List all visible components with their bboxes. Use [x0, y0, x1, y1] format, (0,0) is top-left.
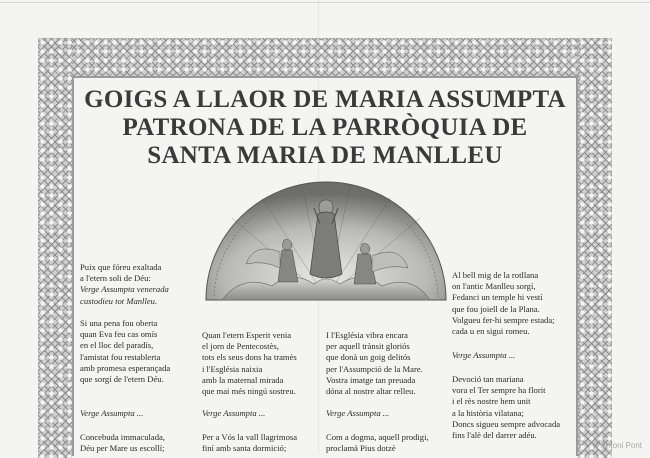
verse-line: tots els seus dons ha tramès [202, 352, 297, 363]
verse-line: vora el Ter sempre ha florit [452, 385, 546, 396]
refrain-line: Verge Assumpta ... [326, 408, 390, 418]
verse-line: I l'Església vibra encara [326, 330, 408, 340]
refrain-line: Verge Assumpta venerada [80, 284, 169, 295]
verse-line: quan Eva feu cas omís [80, 329, 158, 340]
refrain-line: custodieu tot Manlleu. [80, 295, 158, 306]
verse-line: dóna al nostre altar relleu. [326, 386, 416, 397]
column-3-refrain [326, 408, 389, 419]
verse-line: Vostra imatge tan preuada [326, 374, 416, 385]
verse-line: Quan l'etern Esperit venia [202, 330, 292, 340]
verse-line: Concebuda immaculada, [80, 432, 165, 442]
verse-line: el jorn de Pentecostès, [202, 341, 279, 352]
watermark: © Antoni Pont [592, 441, 642, 450]
verse-line: a l'etern soli de Déu: [80, 273, 151, 284]
column-1-verse [80, 262, 169, 307]
column-4-stanza-2 [452, 374, 560, 441]
verse-line: proclamà Pius dotzè [326, 443, 396, 454]
title-line-2: PATRONA DE LA PARRÒQUIA DE [122, 114, 528, 141]
verse-line: amb la maternal mirada [202, 374, 284, 385]
lace-border-top [38, 38, 612, 76]
verse-line: Déu per Mare us escollí; [80, 443, 165, 454]
column-2-stanza-1 [202, 330, 297, 397]
column-1-stanza-3 [80, 432, 165, 454]
verse-line: finí amb santa dormició; [202, 443, 287, 454]
verse-line: per l'Assumpció de la Mare. [326, 363, 423, 374]
verse-line: que fou joiell de la Plana. [452, 303, 540, 314]
refrain-line: Verge Assumpta ... [202, 408, 266, 418]
verse-line: que donà un goig delitós [326, 352, 411, 363]
column-2-refrain [202, 408, 265, 419]
refrain-line: Verge Assumpta ... [452, 350, 516, 360]
column-4-stanza-1 [452, 270, 555, 337]
verse-line: amb promesa esperançada [80, 362, 171, 373]
title-line-3: SANTA MARIA DE MANLLEU [147, 142, 503, 169]
column-4-refrain [452, 350, 515, 361]
verse-line: Per a Vós la vall llagrimosa [202, 432, 298, 442]
verse-line: en el lloc del paradís, [80, 340, 154, 351]
verse-line: Al bell mig de la rotllana [452, 270, 539, 280]
assumption-engraving [202, 178, 450, 302]
verse-line: fins l'alè del darrer adéu. [452, 430, 537, 441]
lace-border-right [578, 38, 612, 458]
verse-line: Volgueu fer-hi sempre estada; [452, 314, 555, 325]
verse-line: i l'Església naixia [202, 363, 263, 374]
title-line-1: GOIGS A LLAOR DE MARIA ASSUMPTA [84, 86, 566, 113]
column-2-stanza-2 [202, 432, 297, 454]
verse-line: Com a dogma, aquell prodigi, [326, 432, 429, 442]
column-3-stanza-1 [326, 330, 423, 397]
column-3-stanza-2 [326, 432, 429, 454]
column-1-stanza-2 [80, 318, 170, 385]
verse-line: per aquell trànsit gloriós [326, 341, 410, 352]
lace-border-left [38, 38, 72, 458]
refrain-line: Verge Assumpta ... [80, 408, 144, 418]
verse-line: cada u en sigui romeu. [452, 326, 530, 337]
verse-line: que mai més ningú sostreu. [202, 386, 296, 397]
verse-line: l'amistat fou restablerta [80, 351, 161, 362]
verse-line: Devoció tan mariana [452, 374, 524, 384]
border-inner-line [72, 76, 578, 78]
verse-line: que sorgí de l'etern Déu. [80, 374, 164, 385]
paper-edge [0, 2, 650, 3]
verse-line: Fedanci un temple hi vestí [452, 292, 543, 303]
verse-line: a la història vilatana; [452, 407, 524, 418]
verse-line: Puix que fóreu exaltada [80, 262, 162, 272]
verse-line: Si una pena fou oberta [80, 318, 158, 328]
column-1-refrain [80, 408, 143, 419]
verse-line: on l'antic Manlleu sorgí, [452, 281, 536, 292]
border-inner-line [576, 76, 578, 456]
verse-line: Doncs sigueu sempre advocada [452, 418, 561, 429]
verse-line: i el rès nostre hem unit [452, 396, 531, 407]
